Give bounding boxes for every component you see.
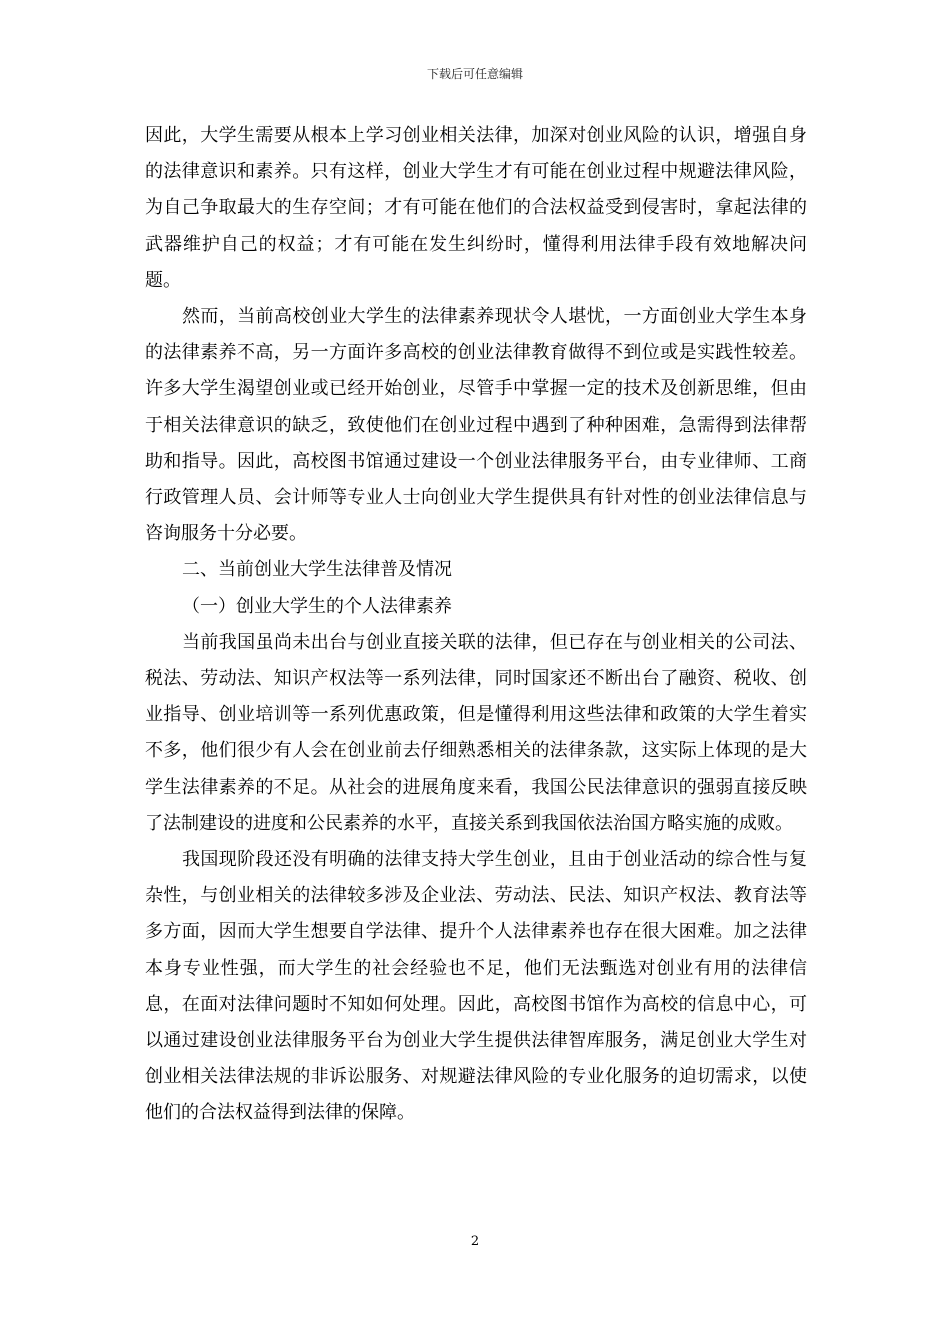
paragraph-continuation: 因此，大学生需要从根本上学习创业相关法律，加深对创业风险的认识，增强自身的法律意识和素养。只有这样，创业大学生才有可能在创业过程中规避法律风险，为自己争取最大的生存空间；才有可能在他们的合法权益受到侵害时，拿起法律的武器维护自己的权益；才有可能在发生纠纷时，懂得利用法律手段有效地解决问题。 xyxy=(145,125,807,291)
page-header: 下载后可任意编辑 xyxy=(426,67,523,81)
paragraph-library-service: 我国现阶段还没有明确的法律支持大学生创业，且由于创业活动的综合性与复杂性，与创业相关的法律较多涉及企业法、劳动法、民法、知识产权法、教育法等多方面，因而大学生想要自学法律、提升个人法律素养也存在很大困难。加之法律本身专业性强，而大学生的社会经验也不足，他们无法甄选对创业有用的法律信息，在面对法律问题时不知如何处理。因此，高校图书馆作为高校的信息中心，可以通过建设创业法律服务平台为创业大学生提供法律智库服务，满足创业大学生对创业相关法律法规的非诉讼服务、对规避法律风险的专业化服务的迫切需求，以使他们的合法权益得到法律的保障。 xyxy=(145,849,807,1124)
section-heading: 二、当前创业大学生法律普及情况 xyxy=(182,559,452,581)
paragraph-legal-literacy: 当前我国虽尚未出台与创业直接关联的法律，但已存在与创业相关的公司法、税法、劳动法、知识产权法等一系列法律，同时国家还不断出台了融资、税收、创业指导、创业培训等一系列优惠政策，但是懂得利用这些法律和政策的大学生着实不多，他们很少有人会在创业前去仔细熟悉相关的法律条款，这实际上体现的是大学生法律素养的不足。从社会的进展角度来看，我国公民法律意识的强弱直接反映了法制建设的进度和公民素养的水平，直接关系到我国依法治国方略实施的成败。 xyxy=(145,631,807,834)
subsection-heading: （一）创业大学生的个人法律素养 xyxy=(182,595,452,617)
paragraph-current-situation: 然而，当前高校创业大学生的法律素养现状令人堪忧，一方面创业大学生本身的法律素养不高，另一方面许多高校的创业法律教育做得不到位或是实践性较差。许多大学生渴望创业或已经开始创业，尽管手中掌握一定的技术及创新思维，但由于相关法律意识的缺乏，致使他们在创业过程中遇到了种种困难，急需得到法律帮助和指导。因此，高校图书馆通过建设一个创业法律服务平台，由专业律师、工商行政管理人员、会计师等专业人士向创业大学生提供具有针对性的创业法律信息与咨询服务十分必要。 xyxy=(145,306,807,545)
page-number: 2 xyxy=(470,1234,480,1249)
document-body xyxy=(145,118,807,1132)
